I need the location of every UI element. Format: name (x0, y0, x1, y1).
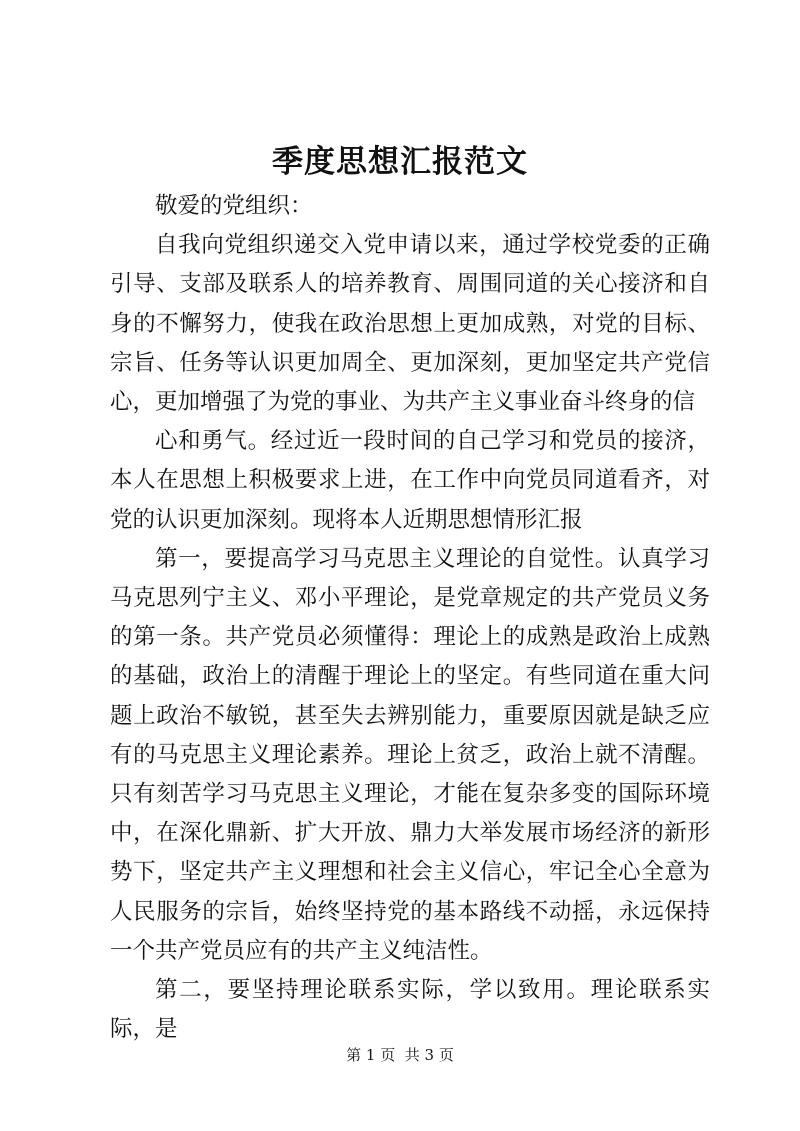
paragraph-2: 心和勇气。经过近一段时间的自己学习和党员的接济，本人在思想上积极要求上进，在工作中向党员同道看齐，对党的认识更加深刻。现将本人近期思想情形汇报 (110, 428, 710, 533)
document-body (110, 187, 710, 1049)
salutation: 敬爱的党组织： (155, 193, 313, 219)
page-footer (0, 1045, 800, 1065)
paragraph-1: 自我向党组织递交入党申请以来，通过学校党委的正确引导、支部及联系人的培养教育、周围同道的关心接济和自身的不懈努力，使我在政治思想上更加成熟，对党的目标、宗旨、任务等认识更加周全、更加深刻，更加坚定共产党信心，更加增强了为党的事业、为共产主义事业奋斗终身的信 (110, 232, 710, 416)
paragraph-3: 第一，要提高学习马克思主义理论的自觉性。认真学习马克思列宁主义、邓小平理论，是党章规定的共产党员义务的第一条。共产党员必须懂得：理论上的成熟是政治上成熟的基础，政治上的清醒于理论上的坚定。有些同道在重大问题上政治不敏锐，甚至失去辨别能力，重要原因就是缺乏应有的马克思主义理论素养。理论上贫乏，政治上就不清醒。只有刻苦学习马克思主义理论，才能在复杂多变的国际环境中，在深化鼎新、扩大开放、鼎力大举发展市场经济的新形势下，坚定共产主义理想和社会主义信心，牢记全心全意为人民服务的宗旨，始终坚持党的基本路线不动摇，永远保持一个共产党员应有的共产主义纯洁性。 (110, 545, 710, 964)
page-number: 第 1 页 共 3 页 (346, 1046, 454, 1064)
document-title: 季度思想汇报范文 (272, 144, 528, 180)
paragraph-4: 第二，要坚持理论联系实际，学以致用。理论联系实际，是 (110, 977, 710, 1043)
